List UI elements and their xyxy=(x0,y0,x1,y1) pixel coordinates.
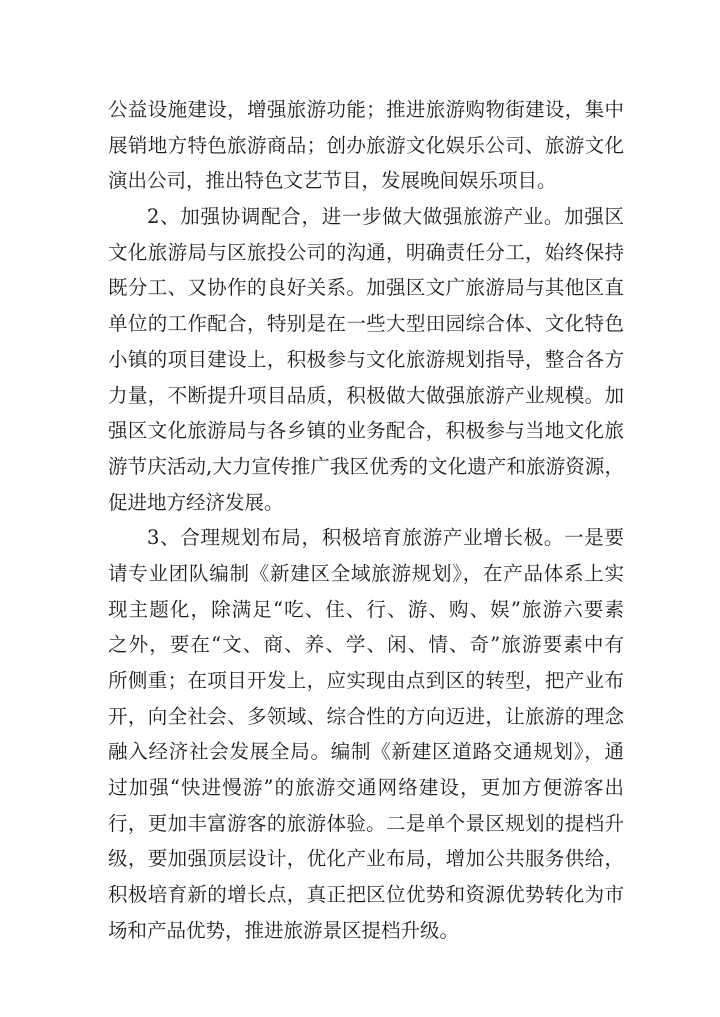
text-line: 现主题化，除满足“吃、住、行、游、购、娱”旅游六要素 xyxy=(108,597,624,621)
document-body xyxy=(108,92,624,949)
text-line: 请专业团队编制《新建区全域旅游规划》，在产品体系上实 xyxy=(108,561,624,585)
text-line: 游节庆活动,大力宣传推广我区优秀的文化遗产和旅游资源， xyxy=(108,454,624,478)
text-line: 开，向全社会、多领域、综合性的方向迈进，让旅游的理念 xyxy=(108,704,624,728)
text-line: 2、加强协调配合，进一步做大做强旅游产业。加强区 xyxy=(147,205,624,229)
text-line: 3、合理规划布局，积极培育旅游产业增长极。一是要 xyxy=(147,526,624,550)
text-line: 既分工、又协作的良好关系。加强区文广旅游局与其他区直 xyxy=(108,276,624,300)
text-line: 文化旅游局与区旅投公司的沟通，明确责任分工，始终保持 xyxy=(108,240,624,264)
text-line: 演出公司，推出特色文艺节目，发展晚间娱乐项目。 xyxy=(108,169,557,193)
text-line: 单位的工作配合，特别是在一些大型田园综合体、文化特色 xyxy=(108,312,624,336)
text-line: 公益设施建设，增强旅游功能；推进旅游购物街建设，集中 xyxy=(108,98,624,121)
paragraph-1 xyxy=(108,92,624,199)
text-line: 融入经济社会发展全局。编制《新建区道路交通规划》，通 xyxy=(108,740,624,764)
text-line: 场和产品优势，推进旅游景区提档升级。 xyxy=(108,918,460,942)
text-line: 过加强“快进慢游”的旅游交通网络建设，更加方便游客出 xyxy=(108,776,624,800)
text-line: 行，更加丰富游客的旅游体验。二是单个景区规划的提档升 xyxy=(108,811,624,835)
paragraph-3 xyxy=(108,520,624,948)
text-line: 力量，不断提升项目品质，积极做大做强旅游产业规模。加 xyxy=(108,383,624,407)
text-line: 所侧重；在项目开发上，应实现由点到区的转型，把产业布 xyxy=(108,669,624,692)
text-line: 小镇的项目建设上，积极参与文化旅游规划指导，整合各方 xyxy=(108,347,624,371)
text-line: 强区文化旅游局与各乡镇的业务配合，积极参与当地文化旅 xyxy=(108,419,624,443)
text-line: 展销地方特色旅游商品；创办旅游文化娱乐公司、旅游文化 xyxy=(108,133,624,157)
text-line: 之外，要在“文、商、养、学、闲、情、奇”旅游要素中有 xyxy=(108,633,624,657)
text-line: 积极培育新的增长点，真正把区位优势和资源优势转化为市 xyxy=(108,883,624,907)
text-line: 级，要加强顶层设计，优化产业布局，增加公共服务供给， xyxy=(108,847,624,871)
text-line: 促进地方经济发展。 xyxy=(108,490,284,514)
paragraph-2 xyxy=(108,199,624,520)
